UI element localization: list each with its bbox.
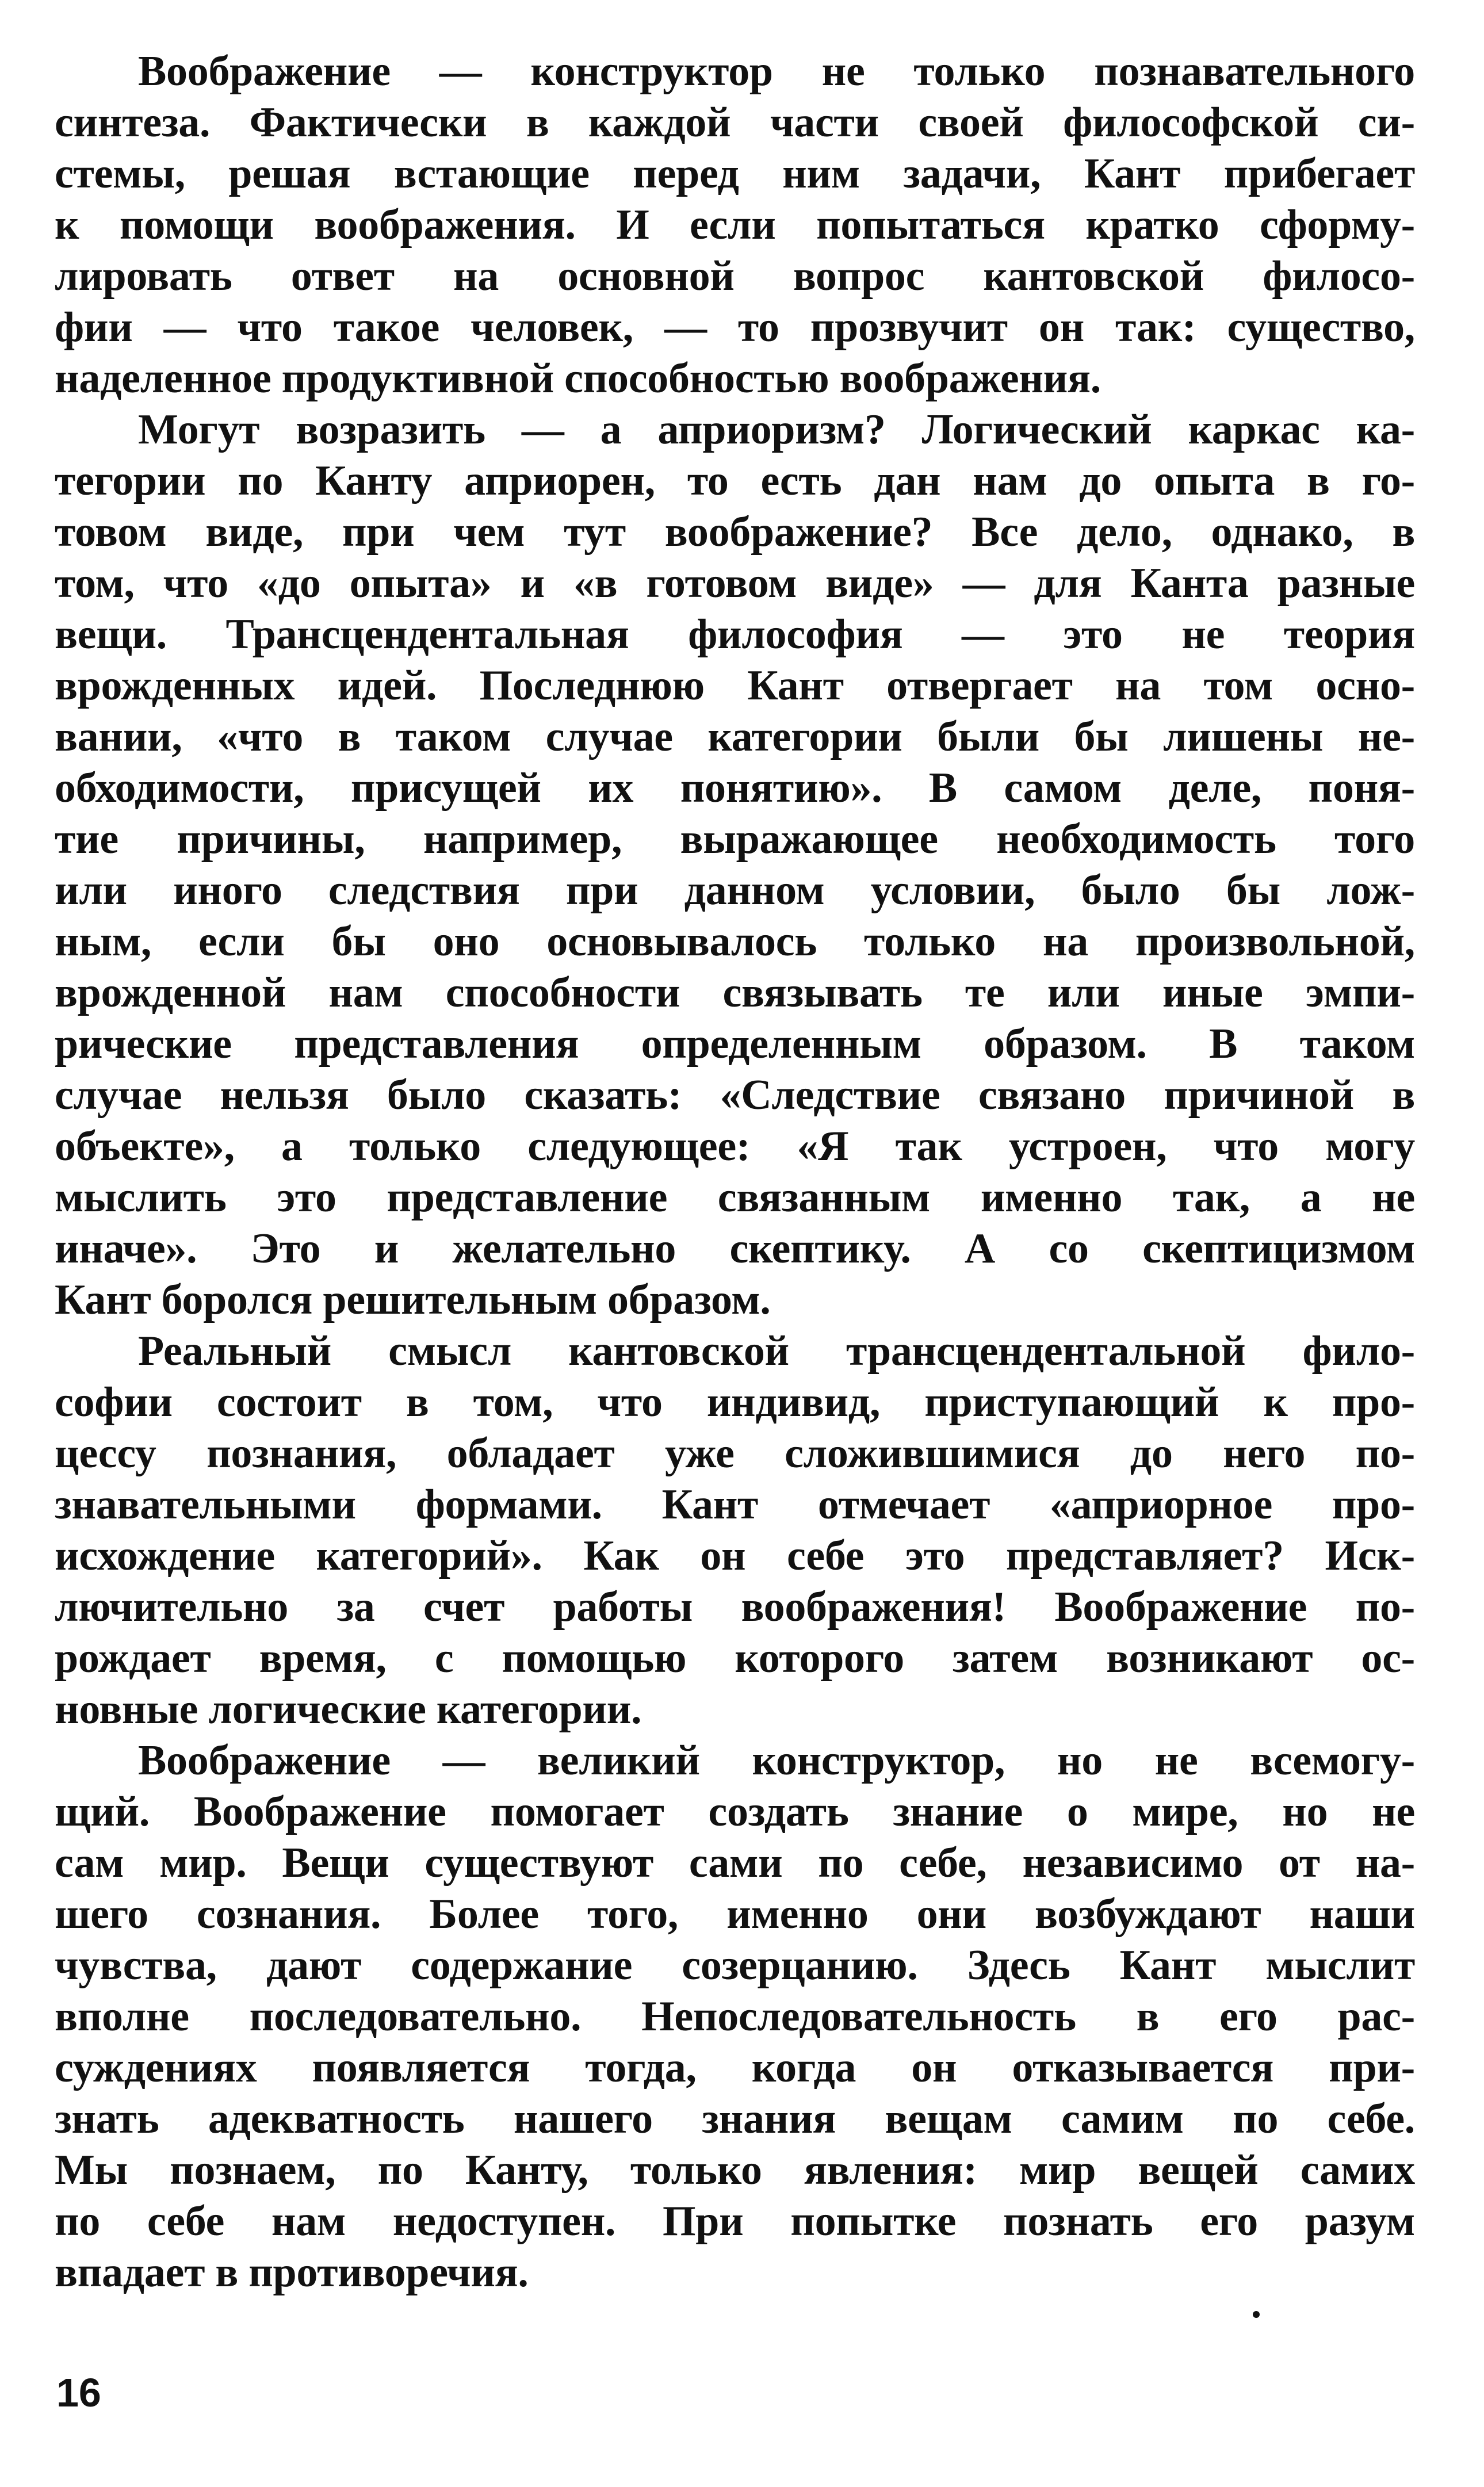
text-line: Могут возразить — а априоризм? Логический каркас ка- [138,406,1415,453]
text-line: вполне последовательно. Непоследовательность в его рас- [55,1993,1415,2040]
text-line: вещи. Трансцендентальная философия — это не теория [55,611,1415,658]
text-line: знавательными формами. Кант отмечает «априорное про- [55,1481,1415,1528]
ink-dot [1253,2311,1260,2318]
text-line: Воображение — великий конструктор, но не всемогу- [138,1737,1415,1784]
text-line: врожденных идей. Последнюю Кант отвергает на том осно- [55,662,1415,709]
text-line: софии состоит в том, что индивид, приступающий к про- [55,1379,1415,1426]
text-line: Кант боролся решительным образом. [55,1276,771,1323]
page-number: 16 [56,2370,101,2415]
text-line: лировать ответ на основной вопрос кантовской филосо- [55,252,1415,300]
text-line: Мы познаем, по Канту, только явления: мир вещей самих [55,2147,1415,2194]
text-line: шего сознания. Более того, именно они возбуждают наши [55,1891,1415,1938]
text-line: случае нельзя было сказать: «Следствие связано причиной в [55,1072,1415,1119]
text-line: фии — что такое человек, — то прозвучит он так: существо, [55,304,1415,351]
paragraph-4 [55,1735,1415,2298]
text-line: к помощи воображения. И если попытаться кратко сформу- [55,201,1415,248]
text-line: рические представления определенным образом. В таком [55,1020,1415,1068]
paragraph-1 [55,46,1415,404]
text-line: товом виде, при чем тут воображение? Все дело, однако, в [55,508,1415,556]
text-line: чувства, дают содержание созерцанию. Здесь Кант мыслит [55,1942,1415,1989]
text-line: том, что «до опыта» и «в готовом виде» — для Канта разные [55,560,1415,607]
text-line: цессу познания, обладает уже сложившимися до него по- [55,1430,1415,1477]
text-line: мыслить это представление связанным именно так, а не [55,1174,1415,1221]
text-line: тие причины, например, выражающее необходимость того [55,816,1415,863]
text-line: новные логические категории. [55,1686,642,1733]
text-line: вании, «что в таком случае категории были бы лишены не- [55,713,1415,760]
body-text [55,46,1415,2298]
text-line: наделенное продуктивной способностью воображения. [55,355,1101,402]
text-line: Реальный смысл кантовской трансцендентальной фило- [138,1327,1415,1375]
text-line: обходимости, присущей их понятию». В самом деле, поня- [55,764,1415,812]
text-line: или иного следствия при данном условии, было бы лож- [55,867,1415,914]
text-line: Воображение — конструктор не только познавательного [138,48,1415,95]
text-line: сам мир. Вещи существуют сами по себе, независимо от на- [55,1839,1415,1887]
text-line: ным, если бы оно основывалось только на произвольной, [55,918,1415,965]
text-line: лючительно за счет работы воображения! Воображение по- [55,1583,1415,1631]
paragraph-2 [55,404,1415,1326]
text-line: по себе нам недоступен. При попытке познать его разум [55,2198,1415,2245]
text-line: знать адекватность нашего знания вещам самим по себе. [55,2095,1415,2142]
text-line: тегории по Канту априорен, то есть дан нам до опыта в го- [55,457,1415,504]
text-line: стемы, решая встающие перед ним задачи, Кант прибегает [55,150,1415,197]
text-line: объекте», а только следующее: «Я так устроен, что могу [55,1123,1415,1170]
text-line: иначе». Это и желательно скептику. А со скептицизмом [55,1225,1415,1272]
text-line: щий. Воображение помогает создать знание о мире, но не [55,1788,1415,1835]
text-line: врожденной нам способности связывать те или иные эмпи- [55,969,1415,1016]
text-line: рождает время, с помощью которого затем возникают ос- [55,1635,1415,1682]
paragraph-3 [55,1326,1415,1735]
text-line: впадает в противоречия. [55,2249,529,2296]
text-line: исхождение категорий». Как он себе это представляет? Иск- [55,1532,1415,1579]
text-line: суждениях появляется тогда, когда он отказывается при- [55,2044,1415,2091]
text-line: синтеза. Фактически в каждой части своей философской си- [55,99,1415,146]
